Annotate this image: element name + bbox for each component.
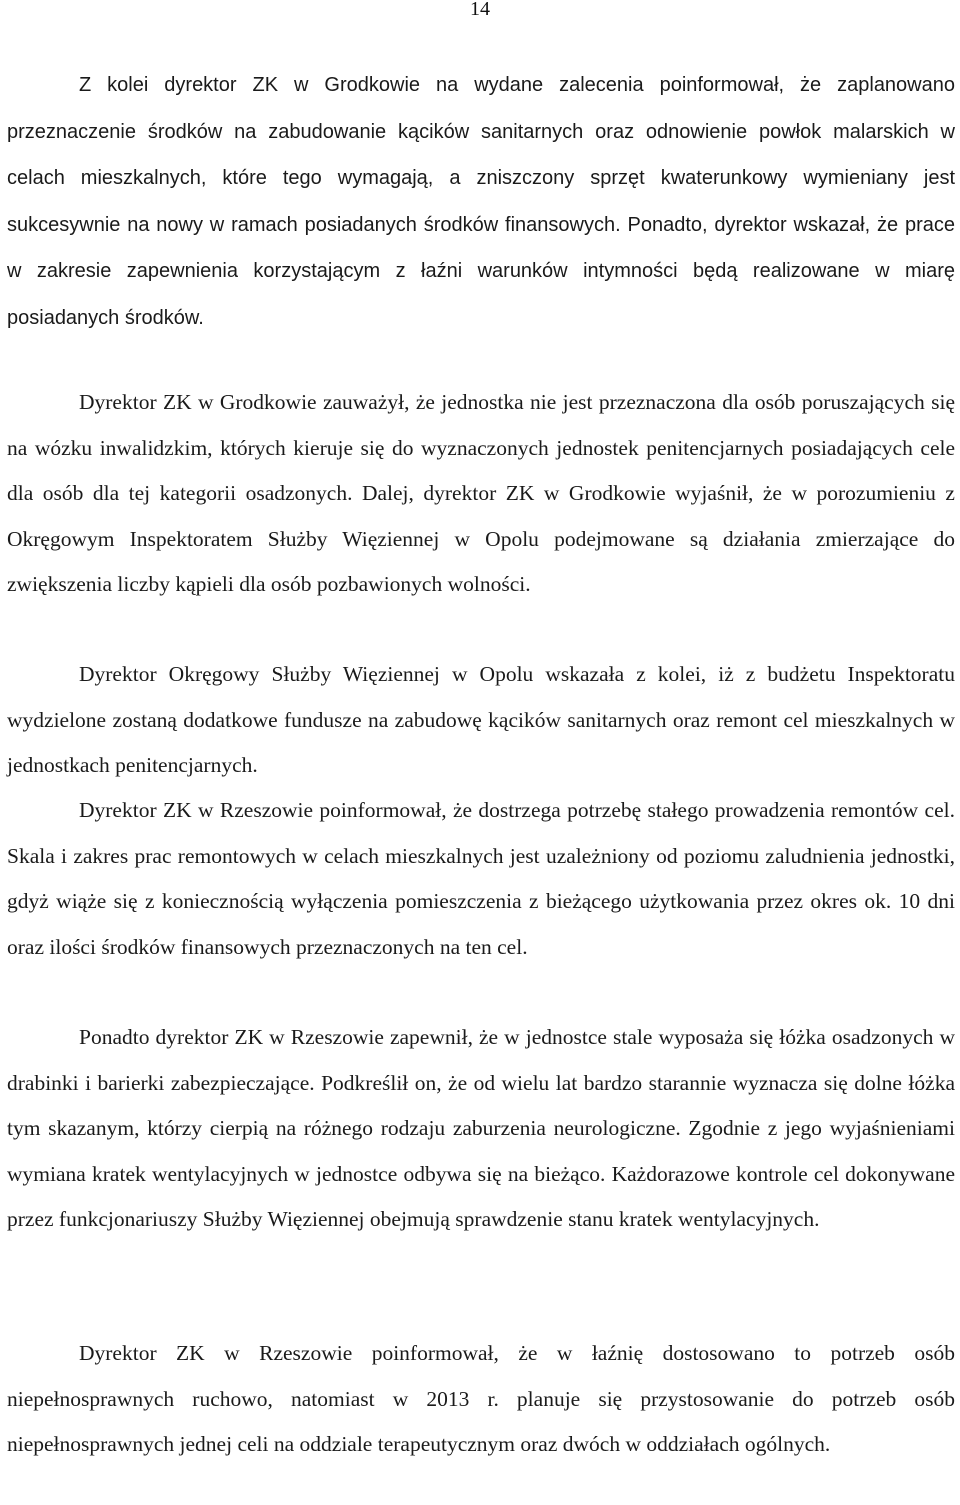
paragraph-4-part-2: Skala i zakres prac remontowych w celach mieszkalnych jest uzależniony od poziomu zaludnienia jednostki, gdyż wiąże się z koniecznością wyłączenia pomieszczenia z bieżącego użytkowania przez okres ok. 10 dni oraz ilości środków finansowych przeznaczonych na ten cel. xyxy=(7,843,955,959)
paragraph-2-part-1: Dyrektor ZK w Grodkowie zauważył, że jednostka nie jest przeznaczona dla osób poruszających się na wózku inwalidzkim, których kieruje się do wyznaczonych jednostek penitencjarnych posiadających cele dla osób dla tej kategorii osadzonych. xyxy=(7,390,955,505)
paragraph-3 xyxy=(7,652,955,789)
paragraph-5 xyxy=(7,1015,955,1243)
paragraph-5-part-4: Każdorazowe kontrole cel dokonywane przez funkcjonariuszy Służby Więziennej obejmują sprawdzenie stanu kratek wentylacyjnych. xyxy=(7,1161,955,1231)
paragraph-5-part-1: Ponadto dyrektor ZK w Rzeszowie zapewnił, że w jednostce stale wyposaża się łóżka osadzonych w drabinki i barierki zabezpieczające. xyxy=(7,1025,955,1095)
paragraph-2-part-2: Dalej, dyrektor ZK w Grodkowie wyjaśnił, że w porozumieniu z Okręgowym Inspektoratem Służby Więziennej w Opolu podejmowane są działania zmierzające do zwiększenia liczby kąpieli dla osób pozbawionych wolności. xyxy=(7,481,955,596)
page-number: 14 xyxy=(470,0,490,20)
paragraph-4-part-1: Dyrektor ZK w Rzeszowie poinformował, że dostrzega potrzebę stałego prowadzenia remontów cel. xyxy=(79,798,955,822)
paragraph-2 xyxy=(7,380,955,608)
paragraph-6-part-1: Dyrektor ZK w Rzeszowie poinformował, że w łaźnię dostosowano to potrzeb osób niepełnosprawnych ruchowo, natomiast w 2013 r. planuje się przystosowanie do potrzeb osób niepełnosprawnych jednej celi na oddziale terapeutycznym oraz dwóch w oddziałach ogólnych. xyxy=(7,1341,955,1456)
paragraph-1-part-2: Ponadto, dyrektor wskazał, że prace w zakresie zapewnienia korzystającym z łaźni warunków intymności będą realizowane w miarę posiadanych środków. xyxy=(7,213,956,329)
paragraph-1-part-1: Z kolei dyrektor ZK w Grodkowie na wydane zalecenia poinformował, że zaplanowano przeznaczenie środków na zabudowanie kącików sanitarnych oraz odnowienie powłok malarskich w celach mieszkalnych, które tego wymagają, a zniszczony sprzęt kwaterunkowy wymieniany jest sukcesywnie na nowy w ramach posiadanych środków finansowych. xyxy=(7,74,955,236)
paragraph-3-part-1: Dyrektor Okręgowy Służby Więziennej w Opolu wskazała z kolei, iż z budżetu Inspektoratu wydzielone zostaną dodatkowe fundusze na zabudowę kącików sanitarnych oraz remont cel mieszkalnych w jednostkach penitencjarnych. xyxy=(7,662,955,777)
paragraph-6 xyxy=(7,1331,955,1468)
paragraph-5-part-3: Zgodnie z jego wyjaśnieniami wymiana kratek wentylacyjnych w jednostce odbywa się na bieżąco. xyxy=(7,1116,955,1186)
paragraph-1 xyxy=(7,62,955,341)
paragraph-5-part-2: Podkreślił on, że od wielu lat bardzo starannie wyznacza się dolne łóżka tym skazanym, którzy cierpią na różnego rodzaju zaburzenia neurologiczne. xyxy=(7,1070,955,1140)
paragraph-4 xyxy=(7,788,955,970)
